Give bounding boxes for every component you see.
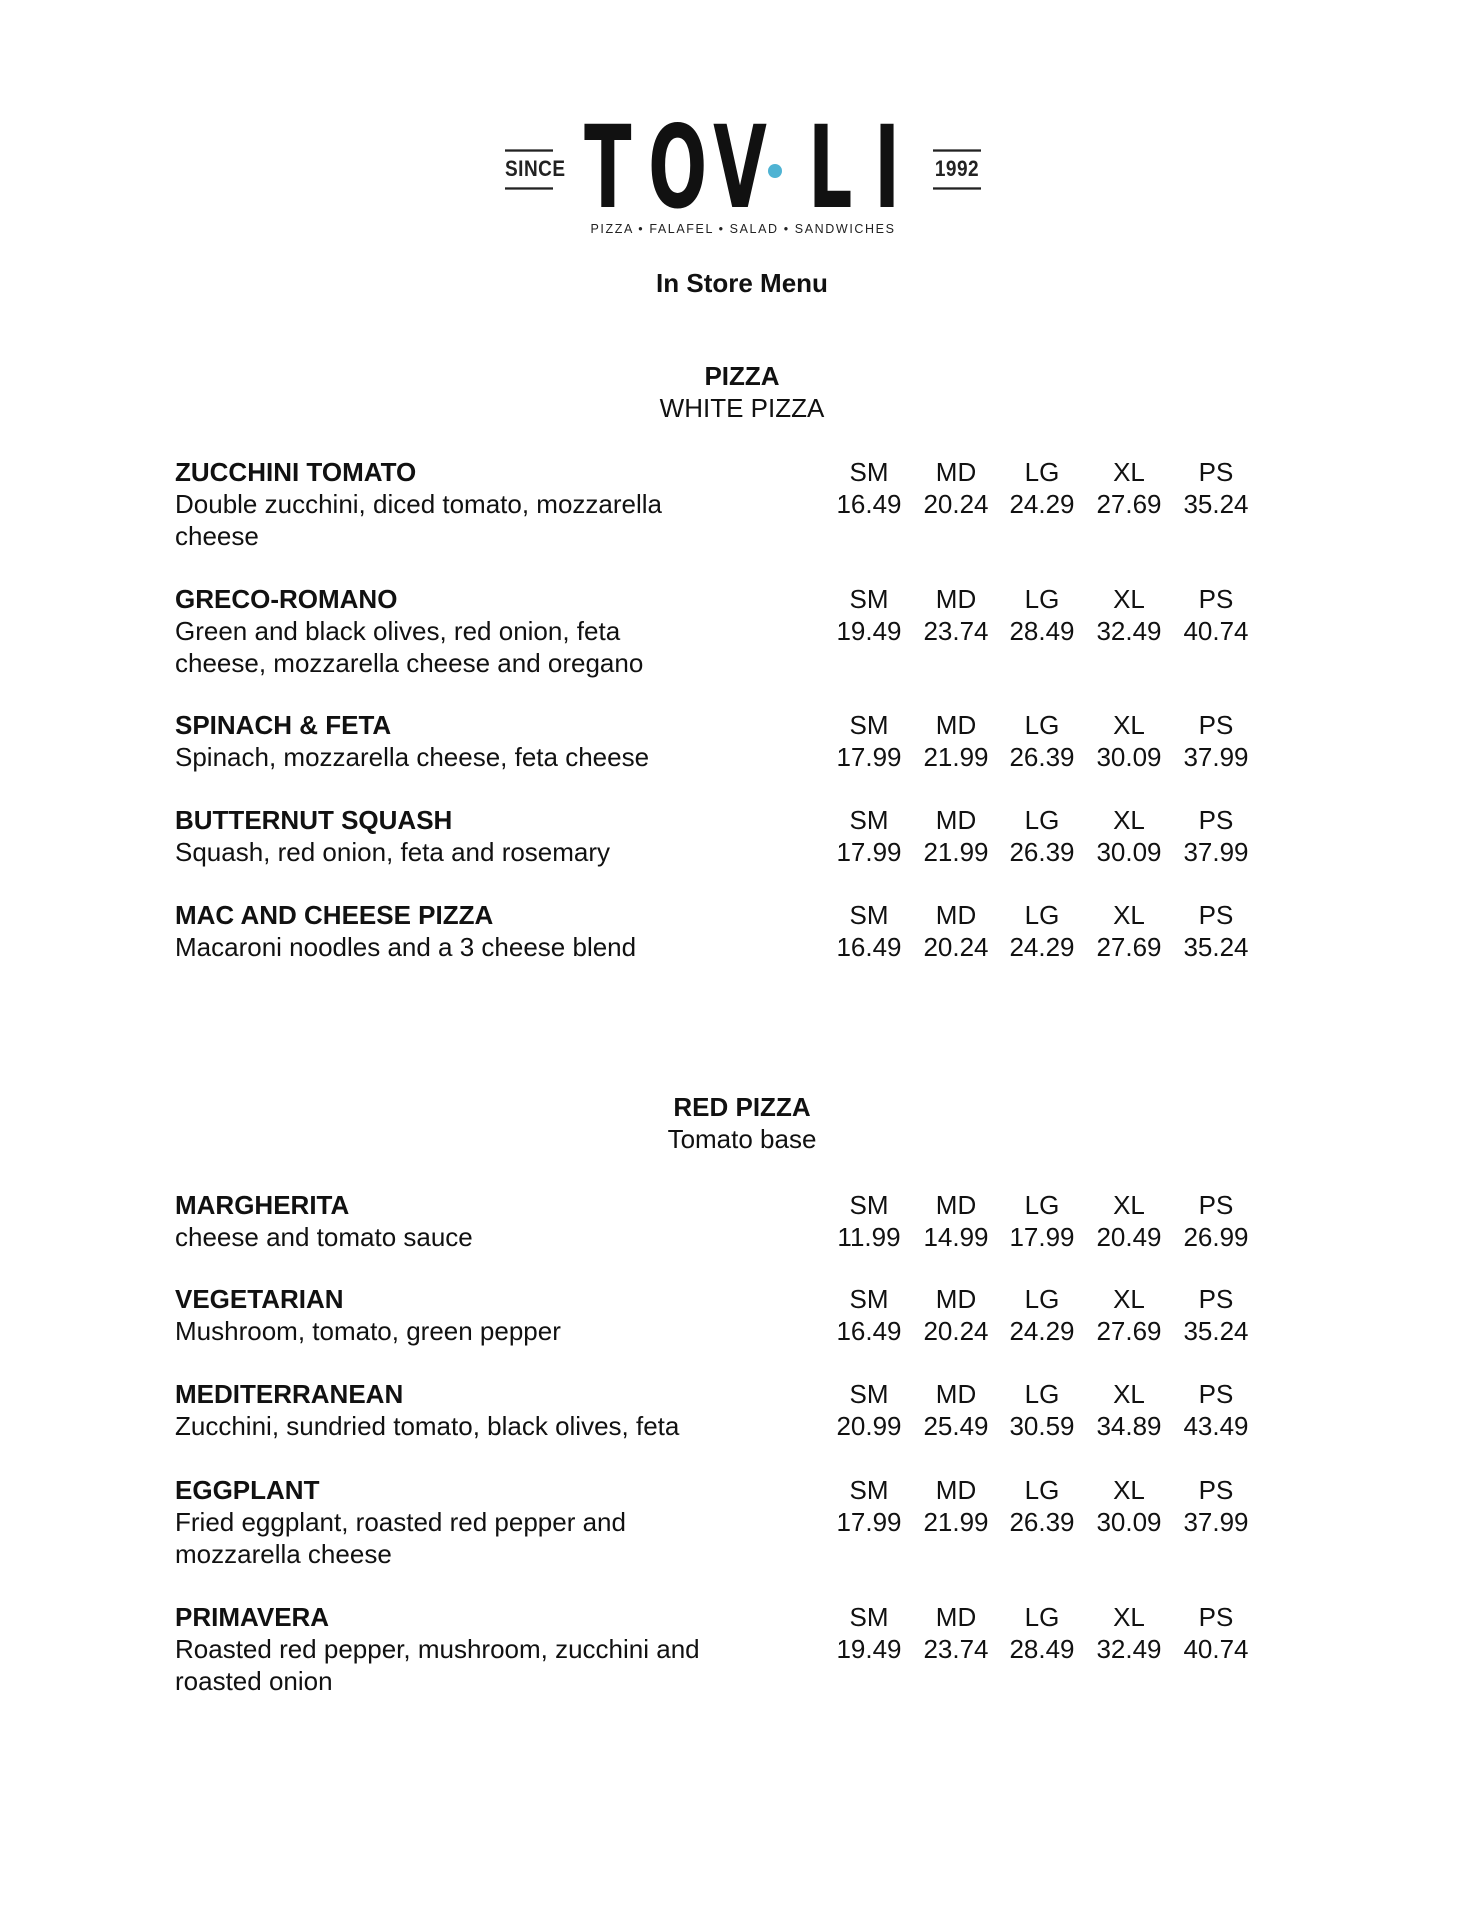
size-label: MD (935, 710, 977, 740)
size-label: SM (849, 584, 889, 614)
size-label: SM (849, 1475, 889, 1505)
price: 19.49 (836, 1634, 902, 1664)
price: 35.24 (1183, 1316, 1249, 1346)
section-subtitle: Tomato base (667, 1124, 817, 1154)
price: 16.49 (836, 1316, 902, 1346)
logo-letter-o: O (648, 101, 708, 235)
logo-tagline: PIZZA • FALAFEL • SALAD • SANDWICHES (590, 222, 896, 236)
price: 40.74 (1183, 1634, 1249, 1664)
item-name: BUTTERNUT SQUASH (175, 805, 453, 835)
price: 19.49 (836, 616, 902, 646)
item-description: Double zucchini, diced tomato, mozzarella cheese (175, 489, 663, 551)
price: 27.69 (1096, 1316, 1162, 1346)
size-label: PS (1198, 1379, 1234, 1409)
item-name: SPINACH & FETA (175, 710, 392, 740)
item-description: Green and black olives, red onion, feta cheese, mozzarella cheese and oregano (175, 616, 644, 678)
price: 17.99 (836, 1507, 902, 1537)
size-label: LG (1024, 1190, 1060, 1220)
size-label: PS (1198, 710, 1234, 740)
size-label: PS (1198, 1475, 1234, 1505)
price: 35.24 (1183, 489, 1249, 519)
price: 30.09 (1096, 742, 1162, 772)
size-label: PS (1198, 584, 1234, 614)
size-label: LG (1024, 1379, 1060, 1409)
price: 32.49 (1096, 616, 1162, 646)
price: 16.49 (836, 489, 902, 519)
item-name: MAC AND CHEESE PIZZA (175, 900, 494, 930)
size-label: LG (1024, 1475, 1060, 1505)
price: 35.24 (1183, 932, 1249, 962)
size-label: SM (849, 1602, 889, 1632)
price: 37.99 (1183, 837, 1249, 867)
item-name: VEGETARIAN (175, 1284, 344, 1314)
size-label: PS (1198, 1284, 1234, 1314)
price: 11.99 (837, 1222, 901, 1252)
size-label: PS (1198, 1190, 1234, 1220)
item-description: Squash, red onion, feta and rosemary (175, 837, 611, 867)
price: 20.49 (1096, 1222, 1162, 1252)
size-label: XL (1113, 1190, 1145, 1220)
price: 40.74 (1183, 616, 1249, 646)
size-label: MD (935, 1475, 977, 1505)
logo-since-label: SINCE (505, 149, 553, 189)
size-label: MD (935, 1190, 977, 1220)
size-label: MD (935, 900, 977, 930)
item-description: Fried eggplant, roasted red pepper and mozzarella cheese (175, 1507, 626, 1569)
size-label: LG (1024, 1602, 1060, 1632)
size-label: SM (849, 1284, 889, 1314)
size-label: XL (1113, 1379, 1145, 1409)
price: 37.99 (1183, 1507, 1249, 1537)
menu-item-mediterranean (175, 1378, 1275, 1474)
price: 27.69 (1096, 489, 1162, 519)
price: 20.99 (836, 1411, 902, 1441)
price: 28.49 (1009, 616, 1075, 646)
price: 27.69 (1096, 932, 1162, 962)
logo-letter-l: L (807, 101, 852, 235)
item-description: cheese and tomato sauce (175, 1222, 473, 1252)
price: 14.99 (923, 1222, 989, 1252)
size-label: LG (1024, 710, 1060, 740)
item-description: Macaroni noodles and a 3 cheese blend (175, 932, 637, 962)
price: 30.59 (1009, 1411, 1075, 1441)
menu-item-primavera (175, 1601, 1275, 1697)
price: 34.89 (1096, 1411, 1162, 1441)
menu-item-butternut-squash (175, 804, 1275, 900)
section-title: PIZZA (704, 361, 780, 391)
size-label: MD (935, 457, 977, 487)
size-label: LG (1024, 1284, 1060, 1314)
item-description: Zucchini, sundried tomato, black olives, feta (175, 1411, 680, 1441)
size-label: SM (849, 900, 889, 930)
price: 20.24 (923, 489, 989, 519)
menu-item-margherita (175, 1189, 1275, 1285)
item-description: Mushroom, tomato, green pepper (175, 1316, 561, 1346)
size-label: PS (1198, 1602, 1234, 1632)
price: 20.24 (923, 1316, 989, 1346)
price: 28.49 (1009, 1634, 1075, 1664)
size-label: MD (935, 1284, 977, 1314)
price: 32.49 (1096, 1634, 1162, 1664)
price: 17.99 (836, 837, 902, 867)
price: 17.99 (1009, 1222, 1075, 1252)
size-label: PS (1198, 805, 1234, 835)
logo-letter-v: V (712, 101, 767, 235)
price: 24.29 (1009, 1316, 1075, 1346)
size-label: XL (1113, 457, 1145, 487)
logo-letter-t: T (584, 101, 632, 235)
size-label: LG (1024, 457, 1060, 487)
tovli-logo (505, 101, 981, 248)
price: 37.99 (1183, 742, 1249, 772)
section-heading-red-pizza (0, 1091, 1484, 1155)
price: 17.99 (836, 742, 902, 772)
item-name: EGGPLANT (175, 1475, 320, 1505)
price: 30.09 (1096, 1507, 1162, 1537)
item-description: Spinach, mozzarella cheese, feta cheese (175, 742, 650, 772)
size-label: MD (935, 1379, 977, 1409)
item-description: Roasted red pepper, mushroom, zucchini and roasted onion (175, 1634, 700, 1696)
size-label: LG (1024, 805, 1060, 835)
size-label: XL (1113, 584, 1145, 614)
section-title: RED PIZZA (673, 1092, 811, 1122)
size-label: SM (849, 457, 889, 487)
price: 16.49 (836, 932, 902, 962)
price: 30.09 (1096, 837, 1162, 867)
menu-item-zucchini-tomato (175, 456, 1275, 552)
size-label: LG (1024, 584, 1060, 614)
price: 26.39 (1009, 837, 1075, 867)
item-name: MARGHERITA (175, 1190, 350, 1220)
logo-letter-i: I (874, 101, 900, 235)
price: 21.99 (923, 742, 989, 772)
section-heading-white-pizza (0, 360, 1484, 424)
price: 23.74 (923, 1634, 989, 1664)
size-label: SM (849, 1190, 889, 1220)
size-label: SM (849, 710, 889, 740)
item-name: GRECO-ROMANO (175, 584, 398, 614)
logo-dot-icon (768, 164, 782, 178)
price: 20.24 (923, 932, 989, 962)
price: 25.49 (923, 1411, 989, 1441)
price: 26.39 (1009, 742, 1075, 772)
size-label: XL (1113, 805, 1145, 835)
section-subtitle: WHITE PIZZA (659, 393, 825, 423)
size-label: XL (1113, 1475, 1145, 1505)
menu-item-mac-and-cheese (175, 899, 1275, 995)
size-label: XL (1113, 900, 1145, 930)
logo-year-label: 1992 (933, 149, 981, 189)
size-label: SM (849, 1379, 889, 1409)
page-title: In Store Menu (656, 268, 828, 298)
item-name: ZUCCHINI TOMATO (175, 457, 417, 487)
item-name: MEDITERRANEAN (175, 1379, 404, 1409)
size-label: LG (1024, 900, 1060, 930)
menu-item-eggplant (175, 1474, 1275, 1570)
price: 21.99 (923, 1507, 989, 1537)
size-label: PS (1198, 457, 1234, 487)
price: 26.99 (1183, 1222, 1249, 1252)
size-label: MD (935, 584, 977, 614)
size-label: XL (1113, 710, 1145, 740)
price: 23.74 (923, 616, 989, 646)
price: 43.49 (1183, 1411, 1249, 1441)
size-label: MD (935, 805, 977, 835)
size-label: XL (1113, 1602, 1145, 1632)
price: 21.99 (923, 837, 989, 867)
price: 24.29 (1009, 489, 1075, 519)
size-label: PS (1198, 900, 1234, 930)
size-label: XL (1113, 1284, 1145, 1314)
menu-item-spinach-feta (175, 709, 1275, 805)
price: 26.39 (1009, 1507, 1075, 1537)
menu-item-greco-romano (175, 583, 1275, 679)
menu-item-vegetarian (175, 1283, 1275, 1379)
item-name: PRIMAVERA (175, 1602, 330, 1632)
price: 24.29 (1009, 932, 1075, 962)
size-label: SM (849, 805, 889, 835)
size-label: MD (935, 1602, 977, 1632)
